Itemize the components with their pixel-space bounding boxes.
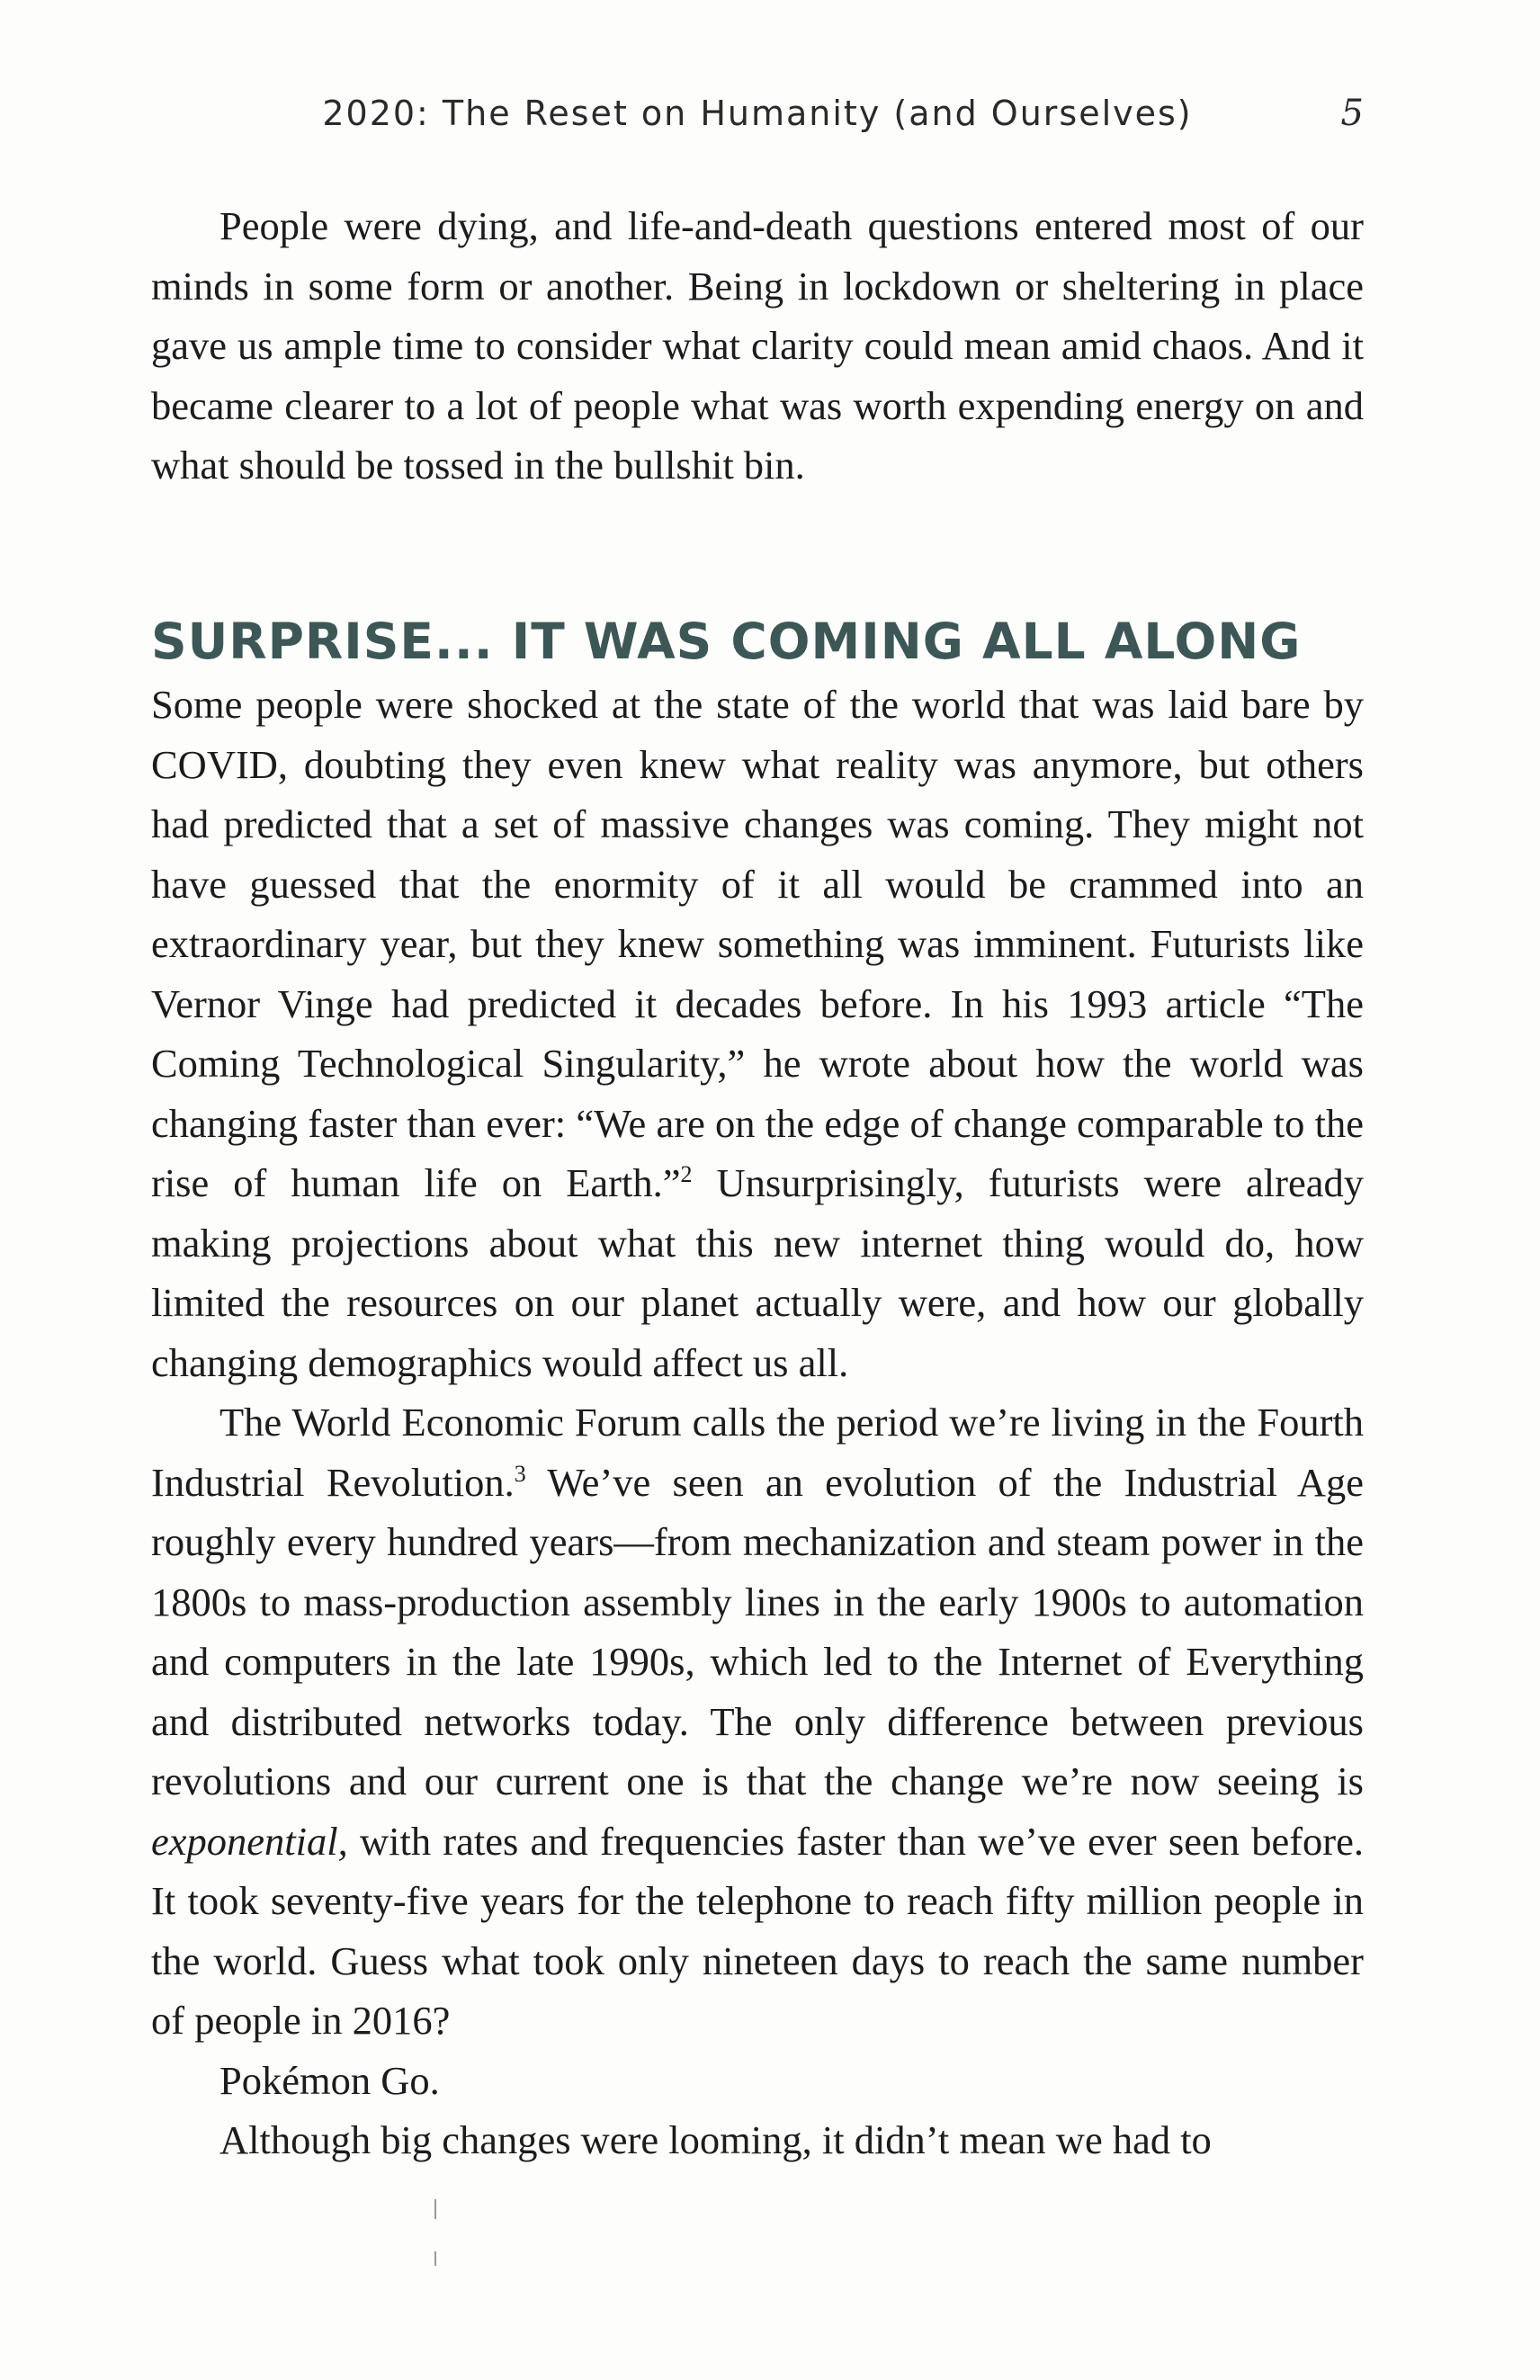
paragraph-pokemon-go: Pokémon Go. — [219, 2057, 440, 2103]
paragraph-although: Although big changes were looming, it didn’t mean we had to — [219, 2117, 1212, 2162]
footnote-ref: 3 — [514, 1460, 526, 1487]
scan-mark — [434, 2199, 436, 2219]
paragraph-text: The World Economic Forum calls the period we’re living in the Fourth Industrial Revolution. — [151, 1400, 1364, 1505]
section-heading: SURPRISE... IT WAS COMING ALL ALONG — [151, 612, 1302, 670]
footnote-ref: 2 — [680, 1161, 693, 1188]
section-body — [151, 675, 1364, 2170]
paragraph-some-people — [151, 675, 1364, 1392]
paragraph-world-economic-forum — [151, 1392, 1364, 2051]
emphasis-text: exponential, — [151, 1818, 348, 1864]
opening-text — [151, 196, 1364, 496]
paragraph-text: Some people were shocked at the state of the world that was laid bare by COVID, doubting they even knew what reality was anymore, but others had predicted that a set of massive changes was coming. They might not have guessed that the enormity of it all would be crammed into an extraordinary year, but they knew something was imminent. Futurists like Vernor Vinge had predicted it decades before. In his 1993 article “The Coming Technological Singularity,” he wrote about how the world was changing faster than ever: “We are on the edge of change comparable to the rise of human life on Earth.” — [151, 682, 1364, 1205]
running-head — [151, 86, 1364, 149]
paragraph-people-were-dying: People were dying, and life-and-death questions entered most of our minds in some form or another. Being in lockdown or sheltering in place gave us ample time to consider what clarity could mean amid chaos. And it became clearer to a lot of people what was worth expending energy on and what should be tossed in the bullshit bin. — [151, 203, 1364, 488]
page-number: 5 — [1340, 93, 1364, 134]
paragraph-text: We’ve seen an evolution of the Industrial Age roughly every hundred years—from mechanization and steam power in the 1800s to mass-production assembly lines in the early 1900s to automation and computers in the late 1990s, which led to the Internet of Everything and distributed networks today. The only difference between previous revolutions and our current one is that the change we’re now seeing is — [151, 1459, 1365, 1803]
running-head-title: 2020: The Reset on Humanity (and Ourselves) — [322, 94, 1193, 133]
paragraph-text: with rates and frequencies faster than we’ve ever seen before. It took seventy-five years for the telephone to reach fifty million people in the world. Guess what took only nineteen days to reach the same number of people in 2016? — [151, 1818, 1364, 2043]
paragraph-text: Unsurprisingly, futurists were already making projections about what this new internet thing would do, how limited the resources on our planet actually were, and how our globally changing demographics would affect us all. — [151, 1160, 1364, 1385]
scan-mark — [434, 2251, 436, 2266]
